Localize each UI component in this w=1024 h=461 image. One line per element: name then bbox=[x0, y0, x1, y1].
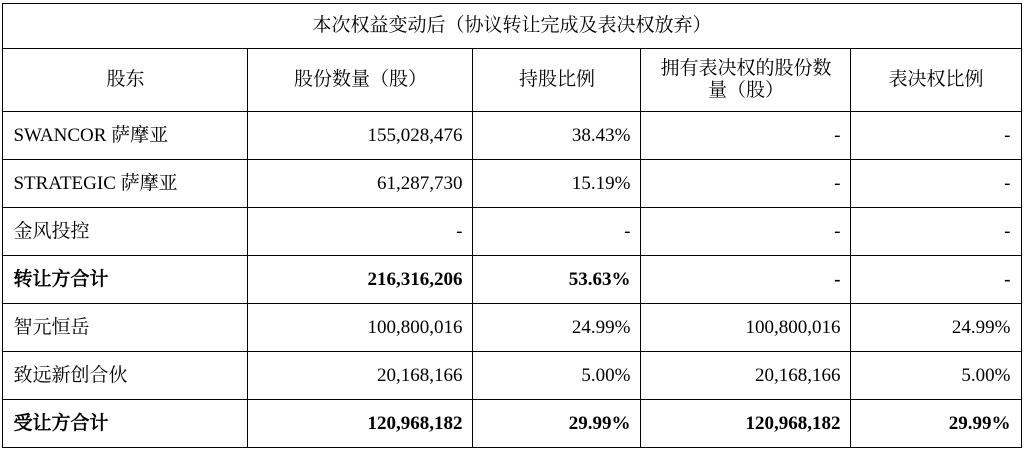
table-title-row bbox=[3, 4, 1021, 49]
row-label: 致远新创合伙 bbox=[3, 352, 248, 400]
row-voting-share-count: 20,168,166 bbox=[641, 352, 851, 400]
equity-change-table-container bbox=[0, 3, 1024, 448]
row-share-count: - bbox=[248, 208, 473, 256]
table-row bbox=[3, 208, 1021, 256]
row-voting-ratio: - bbox=[851, 256, 1021, 304]
row-shareholding-ratio: 5.00% bbox=[473, 352, 641, 400]
row-voting-share-count: 100,800,016 bbox=[641, 304, 851, 352]
table-row-total-transferees bbox=[3, 400, 1021, 448]
row-shareholding-ratio: 38.43% bbox=[473, 112, 641, 160]
row-voting-share-count: - bbox=[641, 112, 851, 160]
column-header-shareholder: 股东 bbox=[3, 49, 248, 112]
row-share-count: 20,168,166 bbox=[248, 352, 473, 400]
row-voting-ratio: - bbox=[851, 160, 1021, 208]
row-label: SWANCOR 萨摩亚 bbox=[3, 112, 248, 160]
column-header-share-count: 股份数量（股） bbox=[248, 49, 473, 112]
column-header-voting-ratio: 表决权比例 bbox=[851, 49, 1021, 112]
row-voting-ratio: - bbox=[851, 208, 1021, 256]
table-row bbox=[3, 352, 1021, 400]
table-row bbox=[3, 112, 1021, 160]
row-label: 金风投控 bbox=[3, 208, 248, 256]
row-shareholding-ratio: 29.99% bbox=[473, 400, 641, 448]
row-label: 转让方合计 bbox=[3, 256, 248, 304]
row-label: STRATEGIC 萨摩亚 bbox=[3, 160, 248, 208]
row-label: 智元恒岳 bbox=[3, 304, 248, 352]
row-shareholding-ratio: 53.63% bbox=[473, 256, 641, 304]
table-row-total-transferors bbox=[3, 256, 1021, 304]
table-row bbox=[3, 304, 1021, 352]
row-voting-ratio: 29.99% bbox=[851, 400, 1021, 448]
row-share-count: 216,316,206 bbox=[248, 256, 473, 304]
row-voting-ratio: 5.00% bbox=[851, 352, 1021, 400]
row-label: 受让方合计 bbox=[3, 400, 248, 448]
row-voting-share-count: - bbox=[641, 256, 851, 304]
table-row bbox=[3, 160, 1021, 208]
row-voting-share-count: - bbox=[641, 160, 851, 208]
column-header-shareholding-ratio: 持股比例 bbox=[473, 49, 641, 112]
row-voting-ratio: - bbox=[851, 112, 1021, 160]
row-share-count: 61,287,730 bbox=[248, 160, 473, 208]
equity-change-table bbox=[2, 3, 1021, 448]
row-shareholding-ratio: - bbox=[473, 208, 641, 256]
row-shareholding-ratio: 15.19% bbox=[473, 160, 641, 208]
column-header-voting-share-count: 拥有表决权的股份数量（股） bbox=[641, 49, 851, 112]
row-share-count: 100,800,016 bbox=[248, 304, 473, 352]
row-shareholding-ratio: 24.99% bbox=[473, 304, 641, 352]
row-voting-share-count: - bbox=[641, 208, 851, 256]
row-share-count: 155,028,476 bbox=[248, 112, 473, 160]
row-voting-share-count: 120,968,182 bbox=[641, 400, 851, 448]
table-title: 本次权益变动后（协议转让完成及表决权放弃） bbox=[3, 4, 1021, 49]
row-share-count: 120,968,182 bbox=[248, 400, 473, 448]
table-header-row bbox=[3, 49, 1021, 112]
row-voting-ratio: 24.99% bbox=[851, 304, 1021, 352]
